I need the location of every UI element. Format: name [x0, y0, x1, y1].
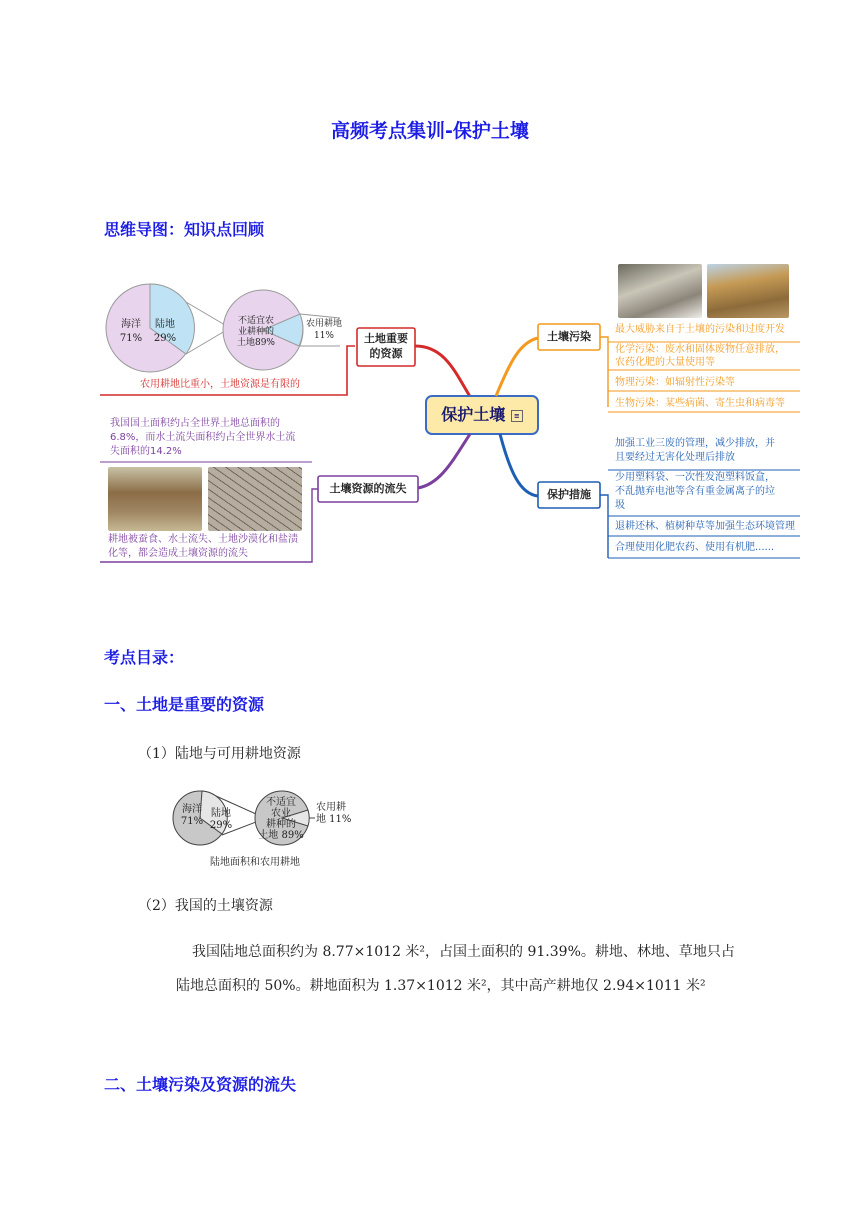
center-node: 保护土壤: [441, 405, 506, 424]
pollution-item-4: 生物污染：某些病菌、寄生虫和病毒等: [615, 398, 785, 409]
paragraph-line-2: 陆地总面积的 50%。耕地面积为 1.37×1012 米²，其中高产耕地仅 2.94×1011 米²: [176, 978, 706, 994]
land-area-figure: [170, 780, 360, 870]
subsection-1: （1）陆地与可用耕地资源: [138, 746, 301, 762]
fig-farmland-label: 农用耕: [316, 802, 346, 813]
protect-item-1a: 加强工业三废的管理，减少排放，并: [615, 438, 775, 449]
pollution-item-1: 最大威胁来自于土壤的污染和过度开发: [615, 324, 785, 335]
pie1-land-label: 陆地: [155, 319, 175, 330]
erosion-photo-1: [108, 467, 202, 531]
pie2-line1: 不适宜农: [237, 316, 274, 326]
protect-item-2c: 圾: [615, 500, 625, 511]
protect-item-2a: 少用塑料袋、一次性发泡塑料饭盒，: [615, 472, 775, 483]
loss-top-line3: 失面积的14.2%: [110, 446, 182, 457]
fig-unsuitable-line3: 耕种的: [266, 819, 296, 830]
protect-item-4: 合理使用化肥农药、使用有机肥......: [615, 542, 775, 553]
mind-map: [100, 262, 805, 567]
erosion-photo-2: [208, 467, 302, 531]
polluted-soil-photo-2: [707, 264, 789, 318]
fig-ocean-label: 海洋: [182, 804, 202, 815]
polluted-soil-photo-1: [618, 264, 702, 318]
fig-land-label: 陆地: [211, 808, 231, 819]
pie1-land-value: 29%: [153, 333, 177, 344]
paragraph-line-1: 我国陆地总面积约为 8.77×1012 米²，占国土面积的 91.39%。耕地、林地、草地只占: [192, 944, 735, 960]
pie1-ocean-label: 海洋: [121, 319, 141, 330]
fig-ocean-value: 71%: [180, 816, 204, 827]
loss-node: 土壤资源的流失: [329, 482, 407, 495]
loss-top-line2: 6.8%，而水土流失面积约占全世界水土流: [110, 432, 296, 443]
land-note: 农用耕地比重小，土地资源是有限的: [140, 379, 300, 390]
toc-heading: 考点目录：: [104, 648, 185, 667]
pie2-line3: 土地89%: [236, 338, 275, 348]
protect-item-3: 退耕还林、植树种草等加强生态环境管理: [615, 521, 795, 532]
pollution-node: 土壤污染: [547, 330, 591, 343]
land-node-line2: 的资源: [369, 347, 403, 360]
pie1-ocean-value: 71%: [119, 333, 143, 344]
pie2-farmland-value: 11%: [313, 331, 334, 341]
page-title: 高频考点集训-保护土壤: [331, 120, 529, 142]
note-icon: ≡: [511, 410, 523, 422]
land-node-line1: 土地重要: [364, 332, 408, 345]
loss-top-line1: 我国国土面积约占全世界土地总面积的: [110, 418, 280, 429]
mindmap-heading: 思维导图：知识点回顾: [104, 220, 265, 239]
pie2-farmland-label: 农用耕地: [305, 319, 342, 329]
fig-land-value: 29%: [209, 820, 233, 831]
pie2-line2: 业耕种的: [237, 327, 274, 337]
loss-bottom-line1: 耕地被蚕食、水土流失、土地沙漠化和盐渍: [108, 534, 298, 545]
loss-bottom-line2: 化等，都会造成土壤资源的流失: [108, 548, 248, 559]
fig-unsuitable-line1: 不适宜: [266, 797, 296, 808]
fig-unsuitable-line4: 土地 89%: [258, 830, 304, 841]
protect-node: 保护措施: [547, 488, 591, 501]
pollution-item-2a: 化学污染：废水和固体废物任意排放，: [615, 344, 785, 355]
section-2-heading: 二、土壤污染及资源的流失: [104, 1075, 297, 1094]
pollution-item-3: 物理污染：如辐射性污染等: [615, 377, 735, 388]
section-1-heading: 一、土地是重要的资源: [104, 695, 265, 714]
protect-item-2b: 不乱抛弃电池等含有重金属离子的垃: [615, 486, 775, 497]
fig-farmland-value: 地 11%: [316, 814, 352, 825]
fig-caption: 陆地面积和农用耕地: [210, 857, 300, 868]
subsection-2: （2）我国的土壤资源: [138, 898, 273, 914]
pollution-item-2b: 农药化肥的大量使用等: [615, 357, 715, 368]
protect-item-1b: 且要经过无害化处理后排放: [615, 452, 735, 463]
fig-unsuitable-line2: 农业: [271, 808, 291, 819]
